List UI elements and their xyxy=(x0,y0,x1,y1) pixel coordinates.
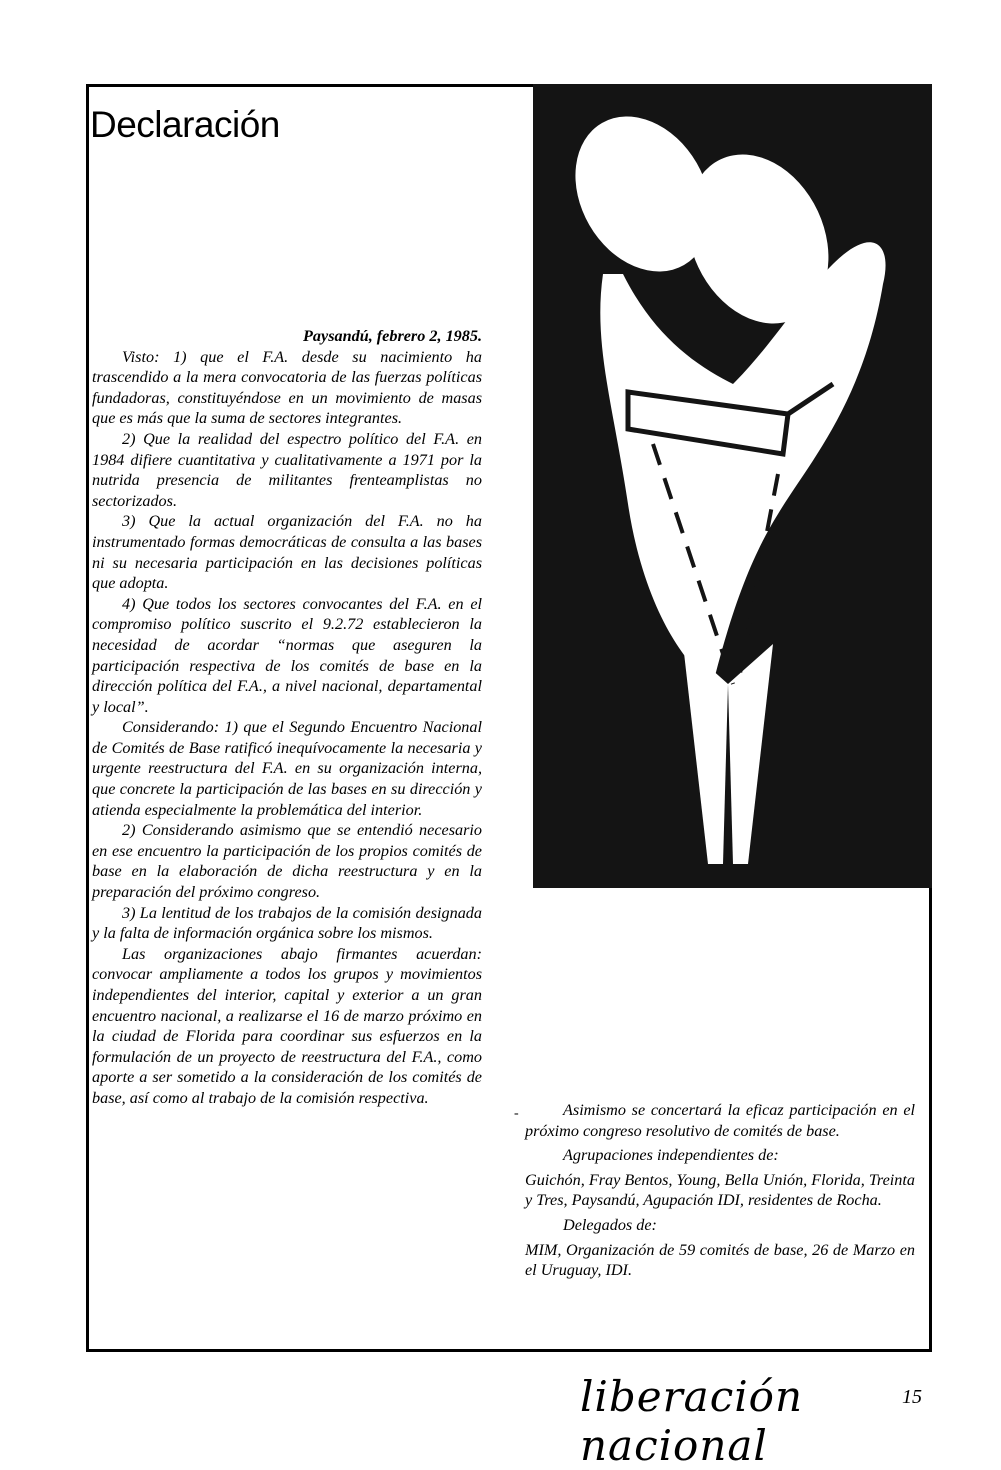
page-title: Declaración xyxy=(90,104,280,145)
signatories-block xyxy=(525,1100,915,1285)
publication-logo: liberación nacional xyxy=(580,1372,804,1470)
separator-dash: - xyxy=(514,1106,519,1121)
group2-heading: Delegados de: xyxy=(563,1215,657,1234)
intro-paragraph: Asimismo se concertará la eficaz participación en el próximo congreso resolutivo de comités de base. xyxy=(525,1101,915,1140)
paragraph: Las organizaciones abajo firmantes acuerdan: convocar ampliamente a todos los grupos y movimientos independientes del interior, capital y exterior a un gran encuentro nacional, a realizarse el 16 de marzo próximo en la ciudad de Florida para coordinar sus esfuerzos en la formulación de un proyecto de reestructura del F.A., como aporte a ser sometido a la consideración de los comités de base, así como al trabajo de la comisión respectiva. xyxy=(92,944,482,1107)
declaration-body xyxy=(92,326,482,1109)
embracing-figures-illustration xyxy=(533,84,932,888)
paragraph: Considerando: 1) que el Segundo Encuentro Nacional de Comités de Base ratificó inequívocamente la necesaria y urgente reestructura del F.A. en su organización interna, que concrete la participación de las bases en su dirección y atienda especialmente la problemática del interior. xyxy=(92,718,482,819)
paragraph: 3) Que la actual organización del F.A. no ha instrumentado formas democráticas de consulta a las bases ni su necesaria participación en las decisiones políticas que adopta. xyxy=(92,512,482,593)
paragraph: 2) Que la realidad del espectro político del F.A. en 1984 difiere cuantitativa y cualitativamente a 1971 por la nutrida presencia de militantes frenteamplistas no sectorizados. xyxy=(92,429,482,510)
place-date: Paysandú, febrero 2, 1985. xyxy=(303,327,482,345)
group2-list: MIM, Organización de 59 comités de base, 26 de Marzo en el Uruguay, IDI. xyxy=(525,1240,915,1280)
paragraph: Visto: 1) que el F.A. desde su nacimiento ha trascendido a la mera convocatoria de las fuerzas políticas fundadoras, constituyéndose en un movimiento de masas que es más que la suma de sectores integrantes. xyxy=(92,347,482,428)
paragraph: 4) Que todos los sectores convocantes del F.A. en el compromiso político suscrito el 9.2.72 establecieron la necesidad de acordar “normas que aseguren la participación respectiva de los comités de base en la dirección política del F.A., a nivel nacional, departamental y local”. xyxy=(92,594,482,716)
page-number: 15 xyxy=(902,1386,922,1408)
group1-list: Guichón, Fray Bentos, Young, Bella Unión, Florida, Treinta y Tres, Paysandú, Agupación IDI, residentes de Rocha. xyxy=(525,1170,915,1210)
paragraph: 3) La lentitud de los trabajos de la comisión designada y la falta de información orgánica sobre los mismos. xyxy=(92,903,482,943)
paragraph: 2) Considerando asimismo que se entendió necesario en ese encuentro la participación de los propios comités de base en la elaboración de dicha reestructura y en la preparación del próximo congreso. xyxy=(92,821,482,902)
group1-heading: Agrupaciones independientes de: xyxy=(563,1146,779,1165)
embrace-graphic xyxy=(533,84,932,888)
page-footer xyxy=(560,1370,940,1470)
